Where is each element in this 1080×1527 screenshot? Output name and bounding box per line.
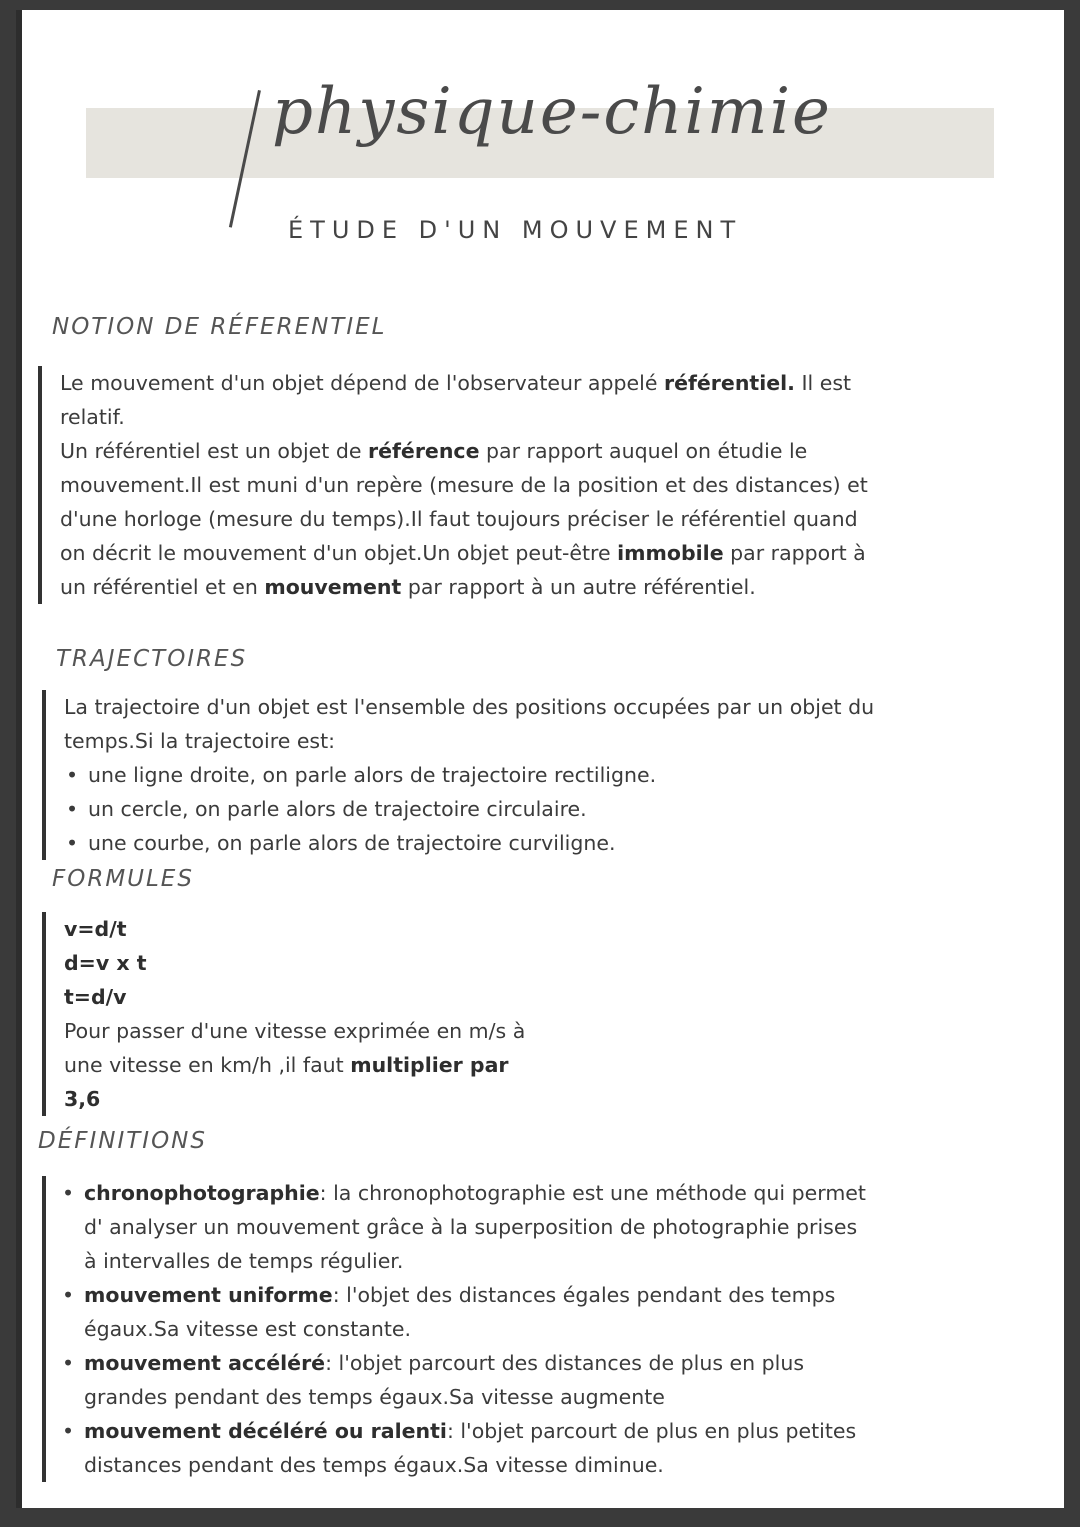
list-item bbox=[84, 1278, 870, 1346]
page-subtitle: ÉTUDE D'UN MOUVEMENT bbox=[288, 216, 743, 244]
paragraph bbox=[64, 1014, 534, 1116]
list-item: • un cercle, on parle alors de trajectoire circulaire. bbox=[88, 792, 894, 826]
section-body-formules bbox=[42, 912, 534, 1116]
paragraph bbox=[60, 434, 880, 604]
text: par rapport à un autre référentiel. bbox=[401, 575, 756, 599]
formula-distance: d=v x t bbox=[64, 951, 147, 975]
section-body-referentiel bbox=[38, 366, 880, 604]
formula-speed: v=d/t bbox=[64, 917, 127, 941]
definition-term: mouvement uniforme bbox=[84, 1283, 333, 1307]
definition-text: : la chronophotographie est une méthode qui permet d' analyser un mouvement grâce à la superposition de photographie prises à intervalles de temps régulier. bbox=[84, 1181, 866, 1273]
page-title: physique-chimie bbox=[272, 75, 832, 149]
text: Il est relatif. bbox=[60, 371, 852, 429]
trajectory-list bbox=[64, 758, 894, 860]
definitions-list bbox=[60, 1176, 870, 1482]
bold-term: mouvement bbox=[264, 575, 402, 599]
bold-term: référence bbox=[367, 439, 480, 463]
text: Le mouvement d'un objet dépend de l'observateur appelé bbox=[60, 371, 664, 395]
bold-term: référentiel. bbox=[663, 371, 795, 395]
text: Pour passer d'une vitesse exprimée en m/s à une vitesse en km/h ,il faut bbox=[64, 1019, 526, 1077]
list-item bbox=[84, 1346, 870, 1414]
section-title-trajectoires: TRAJECTOIRES bbox=[56, 646, 248, 672]
section-title-definitions: DÉFINITIONS bbox=[38, 1128, 207, 1154]
list-item: • une ligne droite, on parle alors de trajectoire rectiligne. bbox=[88, 758, 894, 792]
section-body-definitions bbox=[42, 1176, 870, 1482]
document-page bbox=[16, 10, 1064, 1508]
definition-text: : l'objet parcourt des distances de plus en plus grandes pendant des temps égaux.Sa vitesse augmente bbox=[84, 1351, 805, 1409]
formula-time: t=d/v bbox=[64, 985, 127, 1009]
list-item bbox=[84, 1414, 870, 1482]
bold-term: immobile bbox=[617, 541, 724, 565]
section-title-referentiel: NOTION DE RÉFERENTIEL bbox=[52, 314, 387, 340]
text: par rapport auquel on étudie le mouvement.Il est muni d'un repère (mesure de la position et des distances) et d'une horloge (mesure du temps).Il faut toujours préciser le référentiel quand on décrit le mouvement d'un objet.Un objet peut-être bbox=[60, 439, 868, 565]
text: Un référentiel est un objet de bbox=[60, 439, 368, 463]
paragraph: La trajectoire d'un objet est l'ensemble des positions occupées par un objet du temps.Si la trajectoire est: bbox=[64, 695, 875, 753]
section-body-trajectoires bbox=[42, 690, 894, 860]
definition-term: mouvement décéléré ou ralenti bbox=[84, 1419, 447, 1443]
list-item bbox=[84, 1176, 870, 1278]
list-item: • une courbe, on parle alors de trajectoire curviligne. bbox=[88, 826, 894, 860]
bold-term: multiplier par 3,6 bbox=[64, 1053, 509, 1111]
paragraph bbox=[60, 366, 880, 434]
text: par rapport à un référentiel et en bbox=[60, 541, 866, 599]
definition-text: : l'objet parcourt de plus en plus petites distances pendant des temps égaux.Sa vitesse diminue. bbox=[84, 1419, 857, 1477]
section-title-formules: FORMULES bbox=[52, 866, 194, 892]
definition-term: mouvement accéléré bbox=[84, 1351, 326, 1375]
definition-term: chronophotographie bbox=[84, 1181, 320, 1205]
definition-text: : l'objet des distances égales pendant des temps égaux.Sa vitesse est constante. bbox=[84, 1283, 836, 1341]
